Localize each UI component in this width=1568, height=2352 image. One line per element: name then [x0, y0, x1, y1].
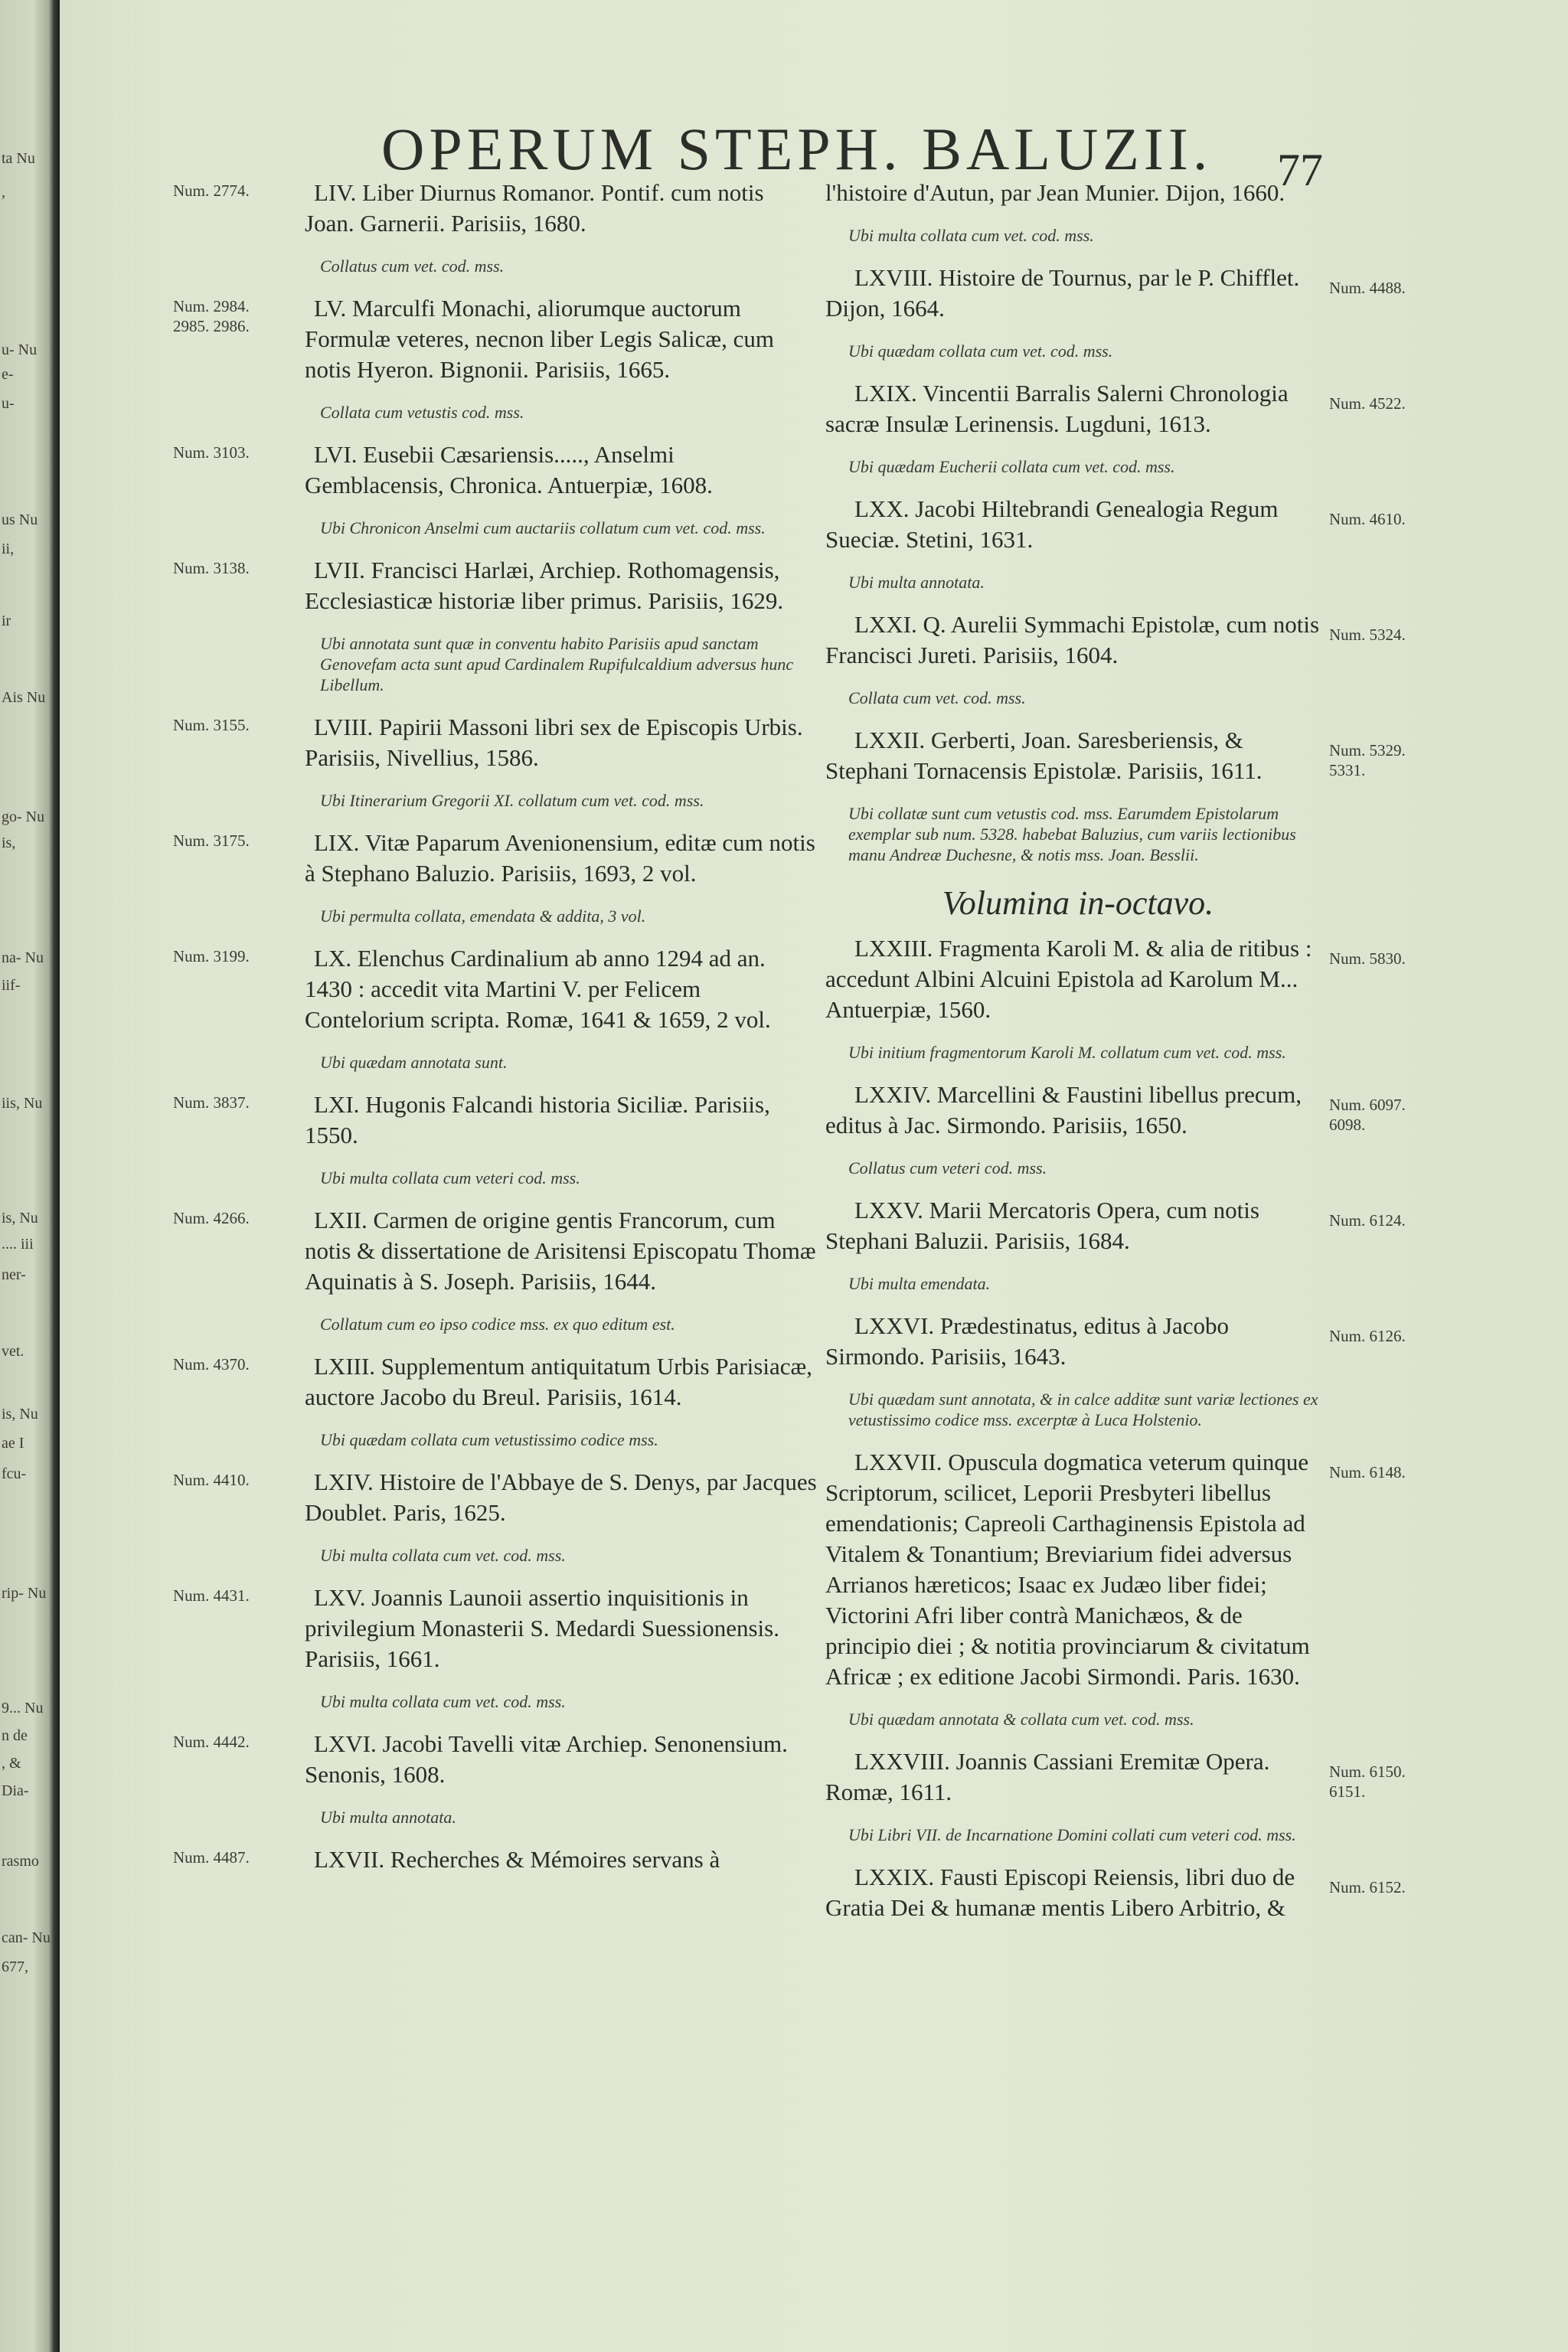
facing-page-fragment: rasmo	[2, 1853, 39, 1870]
catalog-entry	[175, 178, 818, 276]
facing-page-fragment: na- Nu	[2, 949, 44, 966]
entry-note: Ubi quædam annotata & collata cum vet. cod. mss.	[848, 1710, 1194, 1729]
manuscript-number: Num. 3199.	[173, 947, 250, 965]
facing-page-fragment: ii,	[2, 541, 15, 557]
catalog-entry	[825, 725, 1406, 865]
manuscript-number: Num. 2774.	[173, 181, 250, 200]
catalog-entry	[175, 1467, 818, 1566]
entry-text: LXXII. Gerberti, Joan. Saresberiensis, & Stephani Tornacensis Epistolæ. Parisiis, 1611.	[825, 727, 1263, 784]
manuscript-number: Num. 3155.	[173, 716, 250, 734]
facing-page-fragment: vet.	[2, 1343, 24, 1360]
entry-note: Ubi multa annotata.	[848, 573, 985, 592]
facing-page-fragment: is,	[2, 835, 16, 851]
catalog-entry	[825, 1195, 1406, 1294]
entry-note: Ubi multa collata cum veteri cod. mss.	[320, 1168, 580, 1187]
entry-text: LXV. Joannis Launoii assertio inquisitionis in privilegium Monasterii S. Medardi Suessionensis. Parisiis, 1661.	[305, 1584, 779, 1672]
entry-text: LXXV. Marii Mercatoris Opera, cum notis Stephani Baluzii. Parisiis, 1684.	[825, 1197, 1259, 1254]
facing-page-fragment: ,	[2, 184, 5, 201]
entry-note: Ubi quædam annotata sunt.	[320, 1053, 508, 1072]
right-column-bottom	[825, 933, 1406, 1923]
page	[60, 0, 1568, 2352]
catalog-entry	[825, 933, 1406, 1063]
facing-page-fragment: ner-	[2, 1266, 26, 1283]
catalog-entry	[825, 263, 1406, 361]
manuscript-number: Num. 2984. 2985. 2986.	[173, 297, 250, 335]
manuscript-number: Num. 6152.	[1329, 1878, 1406, 1896]
entry-note: Ubi quædam collata cum vet. cod. mss.	[848, 341, 1113, 361]
entry-note: Ubi multa collata cum vet. cod. mss.	[320, 1546, 566, 1565]
catalog-entry	[175, 1844, 818, 1875]
facing-page-fragment: 9... Nu	[2, 1700, 44, 1717]
entry-note: Ubi initium fragmentorum Karoli M. collatum cum vet. cod. mss.	[848, 1043, 1286, 1062]
manuscript-number: Num. 3103.	[173, 443, 250, 462]
catalog-entry	[175, 293, 818, 423]
catalog-entry	[825, 1311, 1406, 1430]
entry-text: LXXVI. Prædestinatus, editus à Jacobo Sirmondo. Parisiis, 1643.	[825, 1312, 1230, 1370]
entry-text: LXVI. Jacobi Tavelli vitæ Archiep. Senonensium. Senonis, 1608.	[305, 1730, 788, 1788]
manuscript-number: Num. 6124.	[1329, 1211, 1406, 1230]
entry-note: Ubi multa emendata.	[848, 1274, 991, 1293]
facing-page-fragment: ir	[2, 612, 11, 629]
entry-text: LXII. Carmen de origine gentis Francorum, cum notis & dissertatione de Arisitensi Episcopatu Thomæ Aquinatis à S. Joseph. Parisiis, 1644.	[305, 1207, 816, 1295]
manuscript-number: Num. 4487.	[173, 1848, 250, 1867]
entry-text: LXIV. Histoire de l'Abbaye de S. Denys, par Jacques Doublet. Paris, 1625.	[305, 1468, 817, 1526]
catalog-entry	[175, 1351, 818, 1450]
catalog-entry	[825, 1746, 1406, 1845]
manuscript-number: Num. 4431.	[173, 1586, 250, 1605]
entry-note: Ubi Itinerarium Gregorii XI. collatum cum vet. cod. mss.	[320, 791, 704, 810]
manuscript-number: Num. 3837.	[173, 1093, 250, 1112]
facing-page-fragment: Ais Nu	[2, 689, 46, 706]
entry-text: LXXIX. Fausti Episcopi Reiensis, libri duo de Gratia Dei & humanæ mentis Libero Arbitrio, &	[825, 1864, 1295, 1921]
manuscript-number: Num. 5830.	[1329, 949, 1406, 968]
facing-page-fragment: can- Nu	[2, 1929, 51, 1946]
catalog-entry	[175, 828, 818, 926]
running-header: OPERUM STEPH. BALUZII.	[381, 116, 1213, 182]
facing-page-fragment: is, Nu	[2, 1210, 38, 1227]
facing-page-fragment: u- Nu	[2, 341, 38, 358]
entry-note: Ubi multa collata cum vet. cod. mss.	[320, 1692, 566, 1711]
entry-text: LXVII. Recherches & Mémoires servans à	[314, 1846, 720, 1873]
facing-page-fragment: e-	[2, 366, 14, 383]
facing-page-fragment: iif-	[2, 977, 21, 994]
catalog-entry	[175, 943, 818, 1073]
page-number: 77	[1277, 145, 1323, 195]
entry-text: LXXIII. Fragmenta Karoli M. & alia de ritibus : accedunt Albini Alcuini Epistola ad Karolum M... Antuerpiæ, 1560.	[825, 935, 1312, 1023]
entry-note: Ubi multa collata cum vet. cod. mss.	[848, 226, 1094, 245]
entry-note: Ubi quædam sunt annotata, & in calce additæ sunt variæ lectiones ex vetustissimo codice mss. excerptæ à Luca Holstenio.	[848, 1390, 1318, 1429]
entry-text: l'histoire d'Autun, par Jean Munier. Dijon, 1660.	[825, 179, 1285, 206]
entry-text: LIX. Vitæ Paparum Avenionensium, editæ cum notis à Stephano Baluzio. Parisiis, 1693, 2 vol.	[305, 829, 815, 887]
entry-text: LVII. Francisci Harlæi, Archiep. Rothomagensis, Ecclesiasticæ historiæ liber primus. Parisiis, 1629.	[305, 557, 784, 614]
entry-note: Collatum cum eo ipso codice mss. ex quo editum est.	[320, 1315, 675, 1334]
manuscript-number: Num. 6097. 6098.	[1329, 1096, 1406, 1134]
entry-note: Ubi quædam Eucherii collata cum vet. cod. mss.	[848, 457, 1175, 476]
facing-page-fragment: , &	[2, 1755, 21, 1772]
entry-text: LX. Elenchus Cardinalium ab anno 1294 ad an. 1430 : accedit vita Martini V. per Felicem Contelorium scripta. Romæ, 1641 & 1659, 2 vol.	[305, 945, 771, 1033]
facing-page-fragment: .... iii	[2, 1236, 34, 1253]
entry-text: LXXVIII. Joannis Cassiani Eremitæ Opera. Romæ, 1611.	[825, 1748, 1270, 1805]
manuscript-number: Num. 4522.	[1329, 394, 1406, 413]
entry-text: LV. Marculfi Monachi, aliorumque auctorum Formulæ veteres, necnon liber Legis Salicæ, cum notis Hyeron. Bignonii. Parisiis, 1665.	[305, 295, 774, 383]
facing-page-fragment: n de	[2, 1727, 28, 1744]
entry-note: Collata cum vetustis cod. mss.	[320, 403, 524, 422]
facing-page-fragment: Dia-	[2, 1782, 29, 1799]
catalog-entry	[825, 1447, 1406, 1730]
entry-note: Ubi collatæ sunt cum vetustis cod. mss. Earumdem Epistolarum exemplar sub num. 5328. habebat Baluzius, cum variis lectionibus manu Andreæ Duchesne, & notis mss. Joan. Besslii.	[848, 804, 1296, 864]
entry-note: Collatus cum veteri cod. mss.	[848, 1158, 1047, 1178]
left-column	[175, 178, 818, 1892]
facing-page-fragment: iis, Nu	[2, 1095, 43, 1112]
entry-text: LVI. Eusebii Cæsariensis....., Anselmi Gemblacensis, Chronica. Antuerpiæ, 1608.	[305, 441, 713, 498]
catalog-entry	[175, 1089, 818, 1188]
entry-text: LXIII. Supplementum antiquitatum Urbis Parisiacæ, auctore Jacobo du Breul. Parisiis, 1614.	[305, 1353, 812, 1410]
entry-text: LXX. Jacobi Hiltebrandi Genealogia Regum Sueciæ. Stetini, 1631.	[825, 495, 1279, 553]
manuscript-number: Num. 4410.	[173, 1471, 250, 1489]
catalog-entry	[175, 1583, 818, 1712]
facing-page-fragment: 677,	[2, 1958, 28, 1975]
entry-text: LXI. Hugonis Falcandi historia Siciliæ. Parisiis, 1550.	[305, 1091, 770, 1148]
manuscript-number: Num. 6148.	[1329, 1463, 1406, 1481]
manuscript-number: Num. 4370.	[173, 1355, 250, 1374]
entry-note: Ubi annotata sunt quæ in conventu habito Parisiis apud sanctam Genovefam acta sunt apud Cardinalem Rupifulcaldium adversus hunc Libellum.	[320, 634, 794, 694]
entry-text: LXIX. Vincentii Barralis Salerni Chronologia sacræ Insulæ Lerinensis. Lugduni, 1613.	[825, 380, 1289, 437]
facing-page-fragment: us Nu	[2, 511, 38, 528]
entry-text: LIV. Liber Diurnus Romanor. Pontif. cum notis Joan. Garnerii. Parisiis, 1680.	[305, 179, 764, 237]
entry-text: LXXI. Q. Aurelii Symmachi Epistolæ, cum notis Francisci Jureti. Parisiis, 1604.	[825, 611, 1320, 668]
manuscript-number: Num. 5329. 5331.	[1329, 741, 1406, 779]
catalog-entry	[825, 1862, 1406, 1923]
manuscript-number: Num. 6126.	[1329, 1327, 1406, 1345]
section-title: Volumina in-octavo.	[942, 884, 1214, 922]
entry-note: Collata cum vet. cod. mss.	[848, 688, 1026, 707]
entry-text: LVIII. Papirii Massoni libri sex de Episcopis Urbis. Parisiis, Nivellius, 1586.	[305, 714, 803, 771]
facing-page-fragment: u-	[2, 395, 15, 412]
entry-note: Ubi quædam collata cum vetustissimo codice mss.	[320, 1430, 658, 1449]
catalog-entry	[175, 1729, 818, 1828]
catalog-entry	[825, 609, 1406, 708]
manuscript-number: Num. 4266.	[173, 1209, 250, 1227]
right-column	[825, 178, 1406, 1940]
catalog-entry	[825, 178, 1331, 246]
facing-page-fragment: is, Nu	[2, 1406, 38, 1423]
entry-note: Ubi permulta collata, emendata & addita, 3 vol.	[320, 906, 646, 926]
entry-text: LXXIV. Marcellini & Faustini libellus precum, editus à Jac. Sirmondo. Parisiis, 1650.	[825, 1081, 1302, 1138]
manuscript-number: Num. 4442.	[173, 1733, 250, 1751]
manuscript-number: Num. 4488.	[1329, 279, 1406, 297]
catalog-entry	[175, 439, 818, 538]
manuscript-number: Num. 6150. 6151.	[1329, 1762, 1406, 1801]
catalog-entry	[825, 378, 1406, 477]
entry-note: Ubi multa annotata.	[320, 1808, 456, 1827]
right-column-top	[825, 178, 1406, 865]
entry-text: LXVIII. Histoire de Tournus, par le P. Chifflet. Dijon, 1664.	[825, 264, 1300, 322]
manuscript-number: Num. 3175.	[173, 831, 250, 850]
entry-note: Ubi Libri VII. de Incarnatione Domini collati cum veteri cod. mss.	[848, 1825, 1296, 1844]
entry-note: Collatus cum vet. cod. mss.	[320, 256, 505, 276]
manuscript-number: Num. 4610.	[1329, 510, 1406, 528]
facing-page-fragment: rip- Nu	[2, 1585, 47, 1602]
facing-page-fragment: ae I	[2, 1435, 24, 1452]
facing-page-fragment: ta Nu	[2, 150, 35, 167]
catalog-entry	[175, 1205, 818, 1334]
catalog-entry	[825, 494, 1406, 593]
catalog-entry	[825, 1080, 1406, 1178]
facing-page-fragment: fcu-	[2, 1465, 27, 1482]
facing-page-fragment: go- Nu	[2, 808, 45, 825]
manuscript-number: Num. 3138.	[173, 559, 250, 577]
entry-note: Ubi Chronicon Anselmi cum auctariis collatum cum vet. cod. mss.	[320, 518, 766, 537]
catalog-entry	[175, 712, 818, 811]
entry-text: LXXVII. Opuscula dogmatica veterum quinque Scriptorum, scilicet, Leporii Presbyteri libellus emendationis; Capreoli Carthaginensis Epistola ad Vitalem & Tonantium; Breviarium fidei adversus Arrianos hæreticos; Isaac ex Judæo liber fidei; Victorini Afri liber contrà Manichæos, & de principio diei ; & notitia provinciarum & civitatum Africæ ; ex editione Jacobi Sirmondi. Paris. 1630.	[825, 1449, 1310, 1690]
catalog-entry	[175, 555, 818, 695]
manuscript-number: Num. 5324.	[1329, 626, 1406, 644]
